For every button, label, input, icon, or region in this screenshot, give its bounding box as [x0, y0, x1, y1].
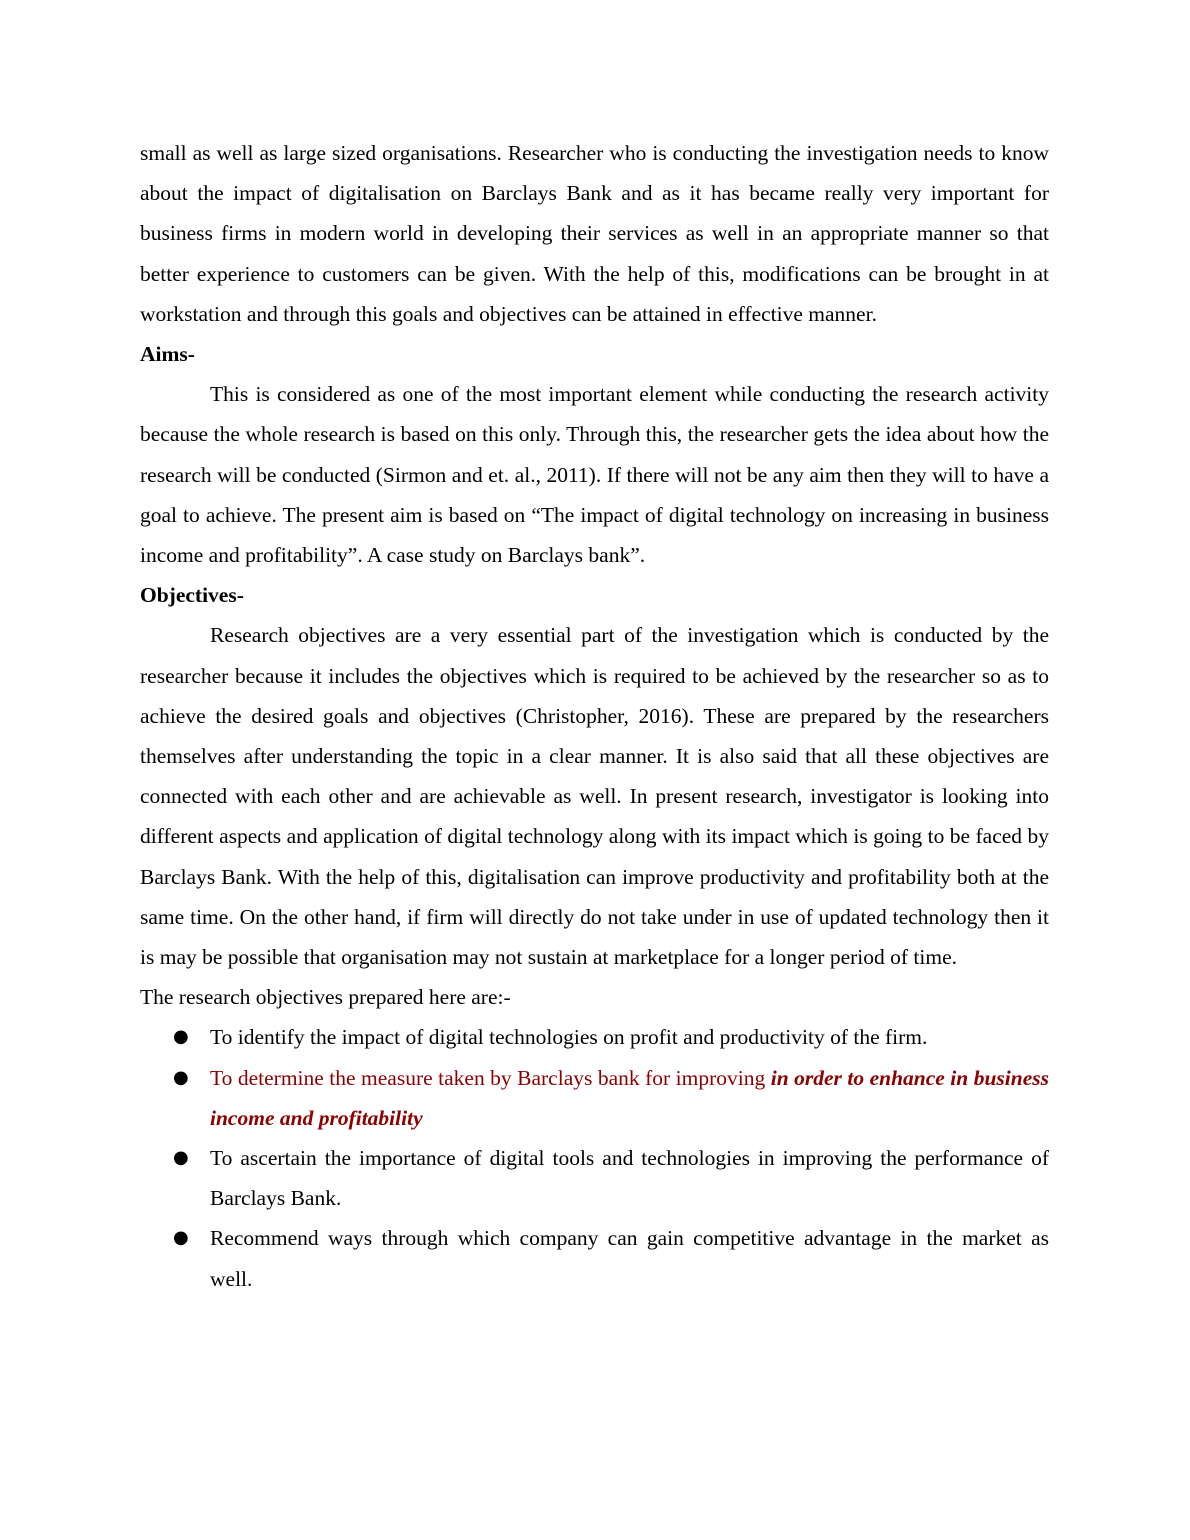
bullet-icon: ●	[173, 1026, 189, 1048]
objectives-list	[140, 1017, 1049, 1298]
intro-paragraph: small as well as large sized organisations. Researcher who is conducting the investigation needs to know about the impact of digitalisation on Barclays Bank and as it has became really very important for business firms in modern world in developing their services as well in an appropriate manner so that better experience to customers can be given. With the help of this, modifications can be brought in at workstation and through this goals and objectives can be attained in effective manner.	[140, 141, 1049, 326]
objective-text: To determine the measure taken by Barclays bank for improving	[210, 1065, 771, 1090]
objective-text: To ascertain the importance of digital tools and technologies in improving the performance of Barclays Bank.	[210, 1146, 1049, 1211]
objective-item	[140, 1218, 1049, 1298]
objective-item	[140, 1058, 1049, 1138]
objectives-paragraph: Research objectives are a very essential part of the investigation which is conducted by the researcher because it includes the objectives which is required to be achieved by the researcher so as to achieve the desired goals and objectives (Christopher, 2016). These are prepared by the researchers themselves after understanding the topic in a clear manner. It is also said that all these objectives are connected with each other and are achievable as well. In present research, investigator is looking into different aspects and application of digital technology along with its impact which is going to be faced by Barclays Bank. With the help of this, digitalisation can improve productivity and profitability both at the same time. On the other hand, if firm will directly do not take under in use of updated technology then it is may be possible that organisation may not sustain at marketplace for a longer period of time.	[140, 623, 1049, 970]
objectives-heading: Objectives-	[140, 583, 244, 608]
bullet-icon: ●	[173, 1227, 189, 1249]
objective-item	[140, 1138, 1049, 1218]
aims-paragraph: This is considered as one of the most important element while conducting the research activity because the whole research is based on this only. Through this, the researcher gets the idea about how the research will be conducted (Sirmon and et. al., 2011). If there will not be any aim then they will to have a goal to achieve. The present aim is based on “The impact of digital technology on increasing in business income and profitability”. A case study on Barclays bank”.	[140, 382, 1049, 568]
objective-emphasis: in order to enhance in business income and profitability	[210, 1065, 1049, 1130]
objective-text: To identify the impact of digital technologies on profit and productivity of the firm.	[210, 1025, 928, 1050]
objective-text: Recommend ways through which company can gain competitive advantage in the market as well.	[210, 1226, 1049, 1291]
objectives-intro: The research objectives prepared here are:-	[140, 985, 511, 1010]
objective-item	[140, 1017, 1049, 1057]
aims-heading: Aims-	[140, 342, 195, 367]
bullet-icon: ●	[173, 1066, 189, 1088]
document-page	[140, 133, 1049, 1299]
bullet-icon: ●	[173, 1147, 189, 1169]
